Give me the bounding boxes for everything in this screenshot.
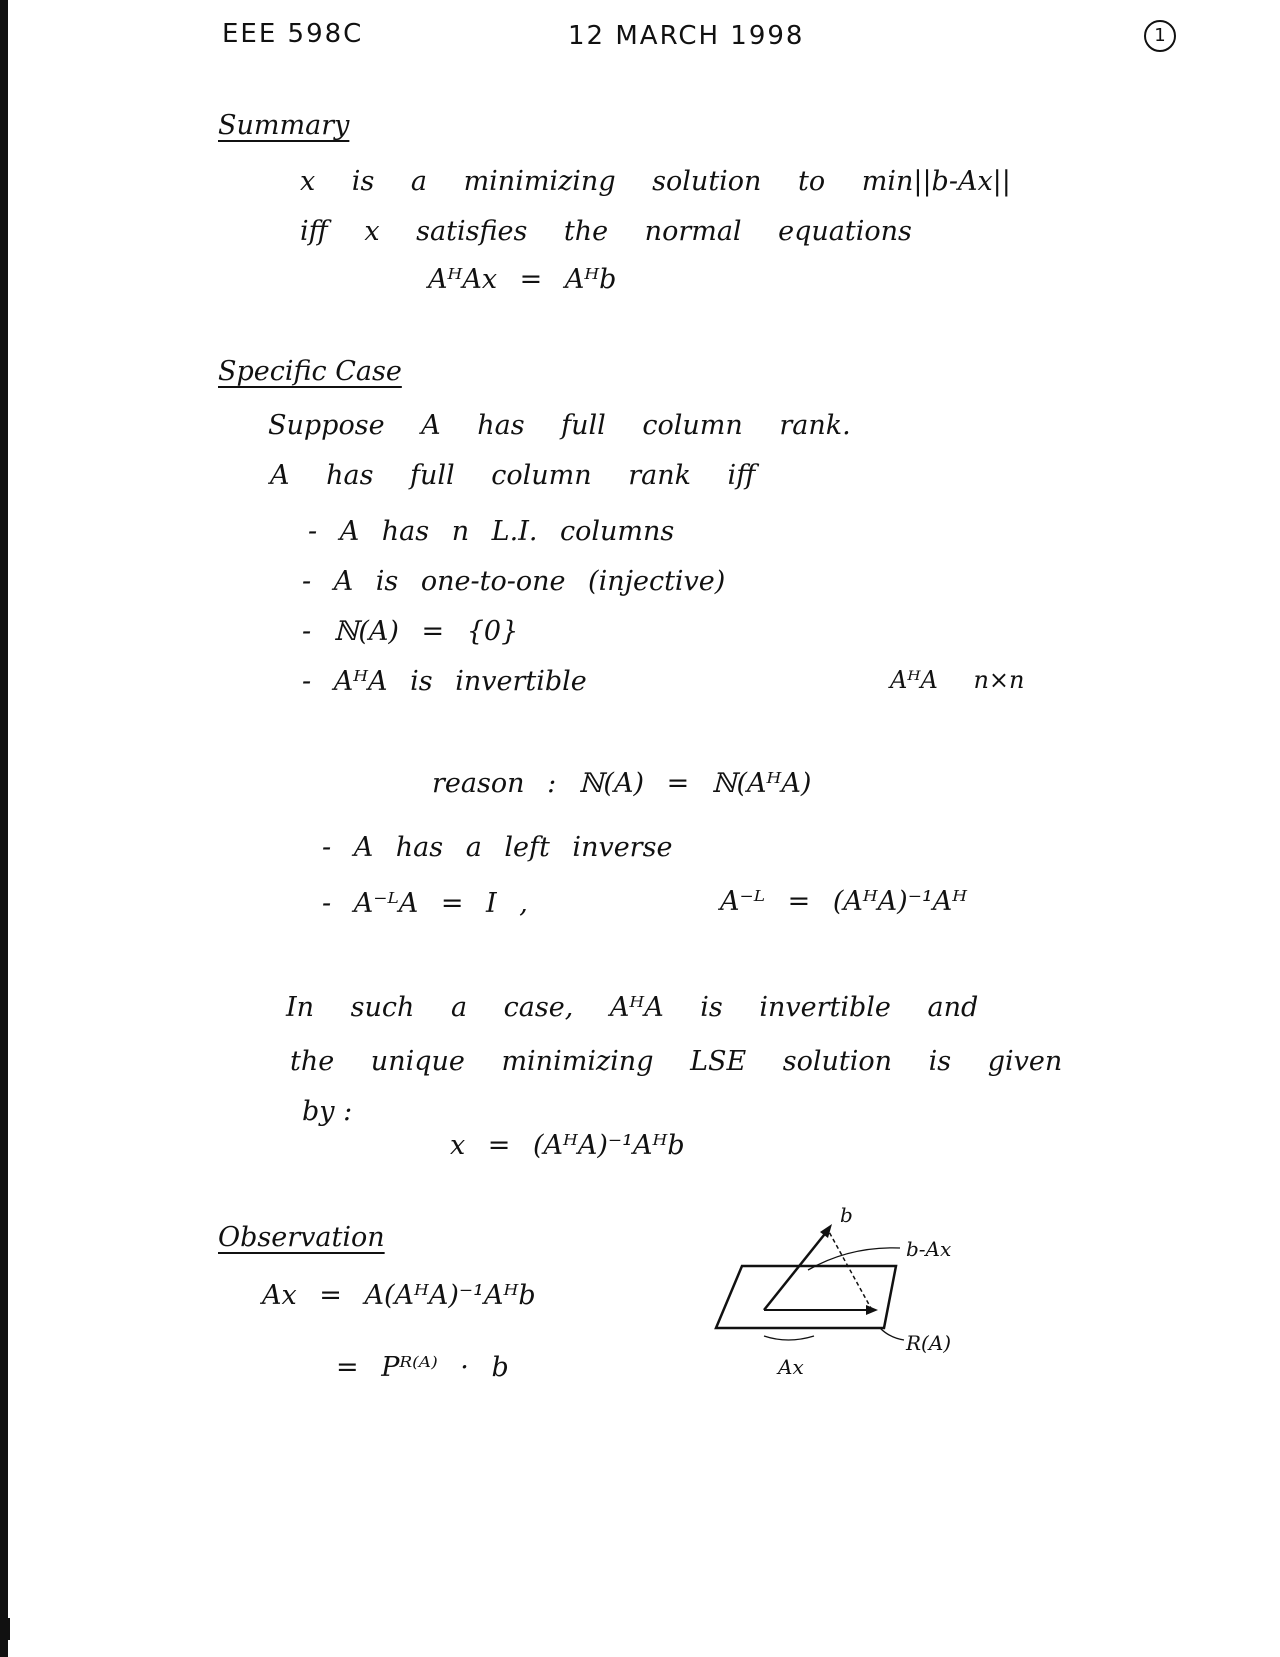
lse-solution: x = (AᴴA)⁻¹Aᴴb	[450, 1130, 685, 1161]
left-inverse-formula: A⁻ᴸ = (AᴴA)⁻¹Aᴴ	[720, 886, 968, 917]
lecture-date: 12 MARCH 1998	[568, 21, 805, 51]
projection-equation: Ax = A(AᴴA)⁻¹Aᴴb	[262, 1280, 536, 1311]
page-number: 1	[1144, 20, 1176, 52]
residual-vector	[828, 1230, 872, 1310]
conclusion-line: by :	[302, 1096, 353, 1127]
range-pointer	[880, 1328, 904, 1340]
projection-diagram	[700, 1200, 1020, 1400]
specific-case-line: Suppose A has full column rank.	[268, 410, 851, 441]
condition-item: - A has a left inverse	[322, 832, 673, 863]
condition-item: - A has n L.I. columns	[308, 516, 675, 547]
scan-edge	[0, 0, 8, 1657]
projection-brace	[764, 1336, 814, 1340]
course-code: EEE 598C	[222, 19, 364, 49]
summary-heading: Summary	[218, 110, 350, 141]
reason-line: reason : ℕ(A) = ℕ(AᴴA)	[432, 768, 812, 799]
vector-b	[764, 1230, 828, 1310]
dimension-note: AᴴA n×n	[890, 666, 1025, 694]
conclusion-line: the unique minimizing LSE solution is given	[290, 1046, 1063, 1077]
summary-line: iff x satisfies the normal equations	[300, 216, 912, 247]
scan-mark	[0, 1618, 10, 1640]
condition-item: - AᴴA is invertible	[302, 666, 587, 697]
specific-case-heading: Specific Case	[218, 356, 402, 387]
condition-item: - A⁻ᴸA = I ,	[322, 888, 528, 919]
label-ax: Ax	[778, 1355, 804, 1379]
range-plane	[716, 1266, 896, 1328]
projection-equation: = Pᴿ⁽ᴬ⁾ · b	[336, 1352, 509, 1383]
label-b: b	[840, 1203, 853, 1227]
label-range: R(A)	[906, 1331, 952, 1355]
condition-item: - A is one-to-one (injective)	[302, 566, 726, 597]
observation-heading: Observation	[218, 1222, 385, 1253]
normal-equations: AᴴAx = Aᴴb	[428, 264, 617, 295]
label-residual: b-Ax	[906, 1237, 952, 1261]
condition-item: - ℕ(A) = {0}	[302, 616, 519, 647]
summary-line: x is a minimizing solution to min||b-Ax||	[300, 166, 1011, 197]
conclusion-line: In such a case, AᴴA is invertible and	[286, 992, 979, 1023]
specific-case-line: A has full column rank iff	[270, 460, 756, 491]
